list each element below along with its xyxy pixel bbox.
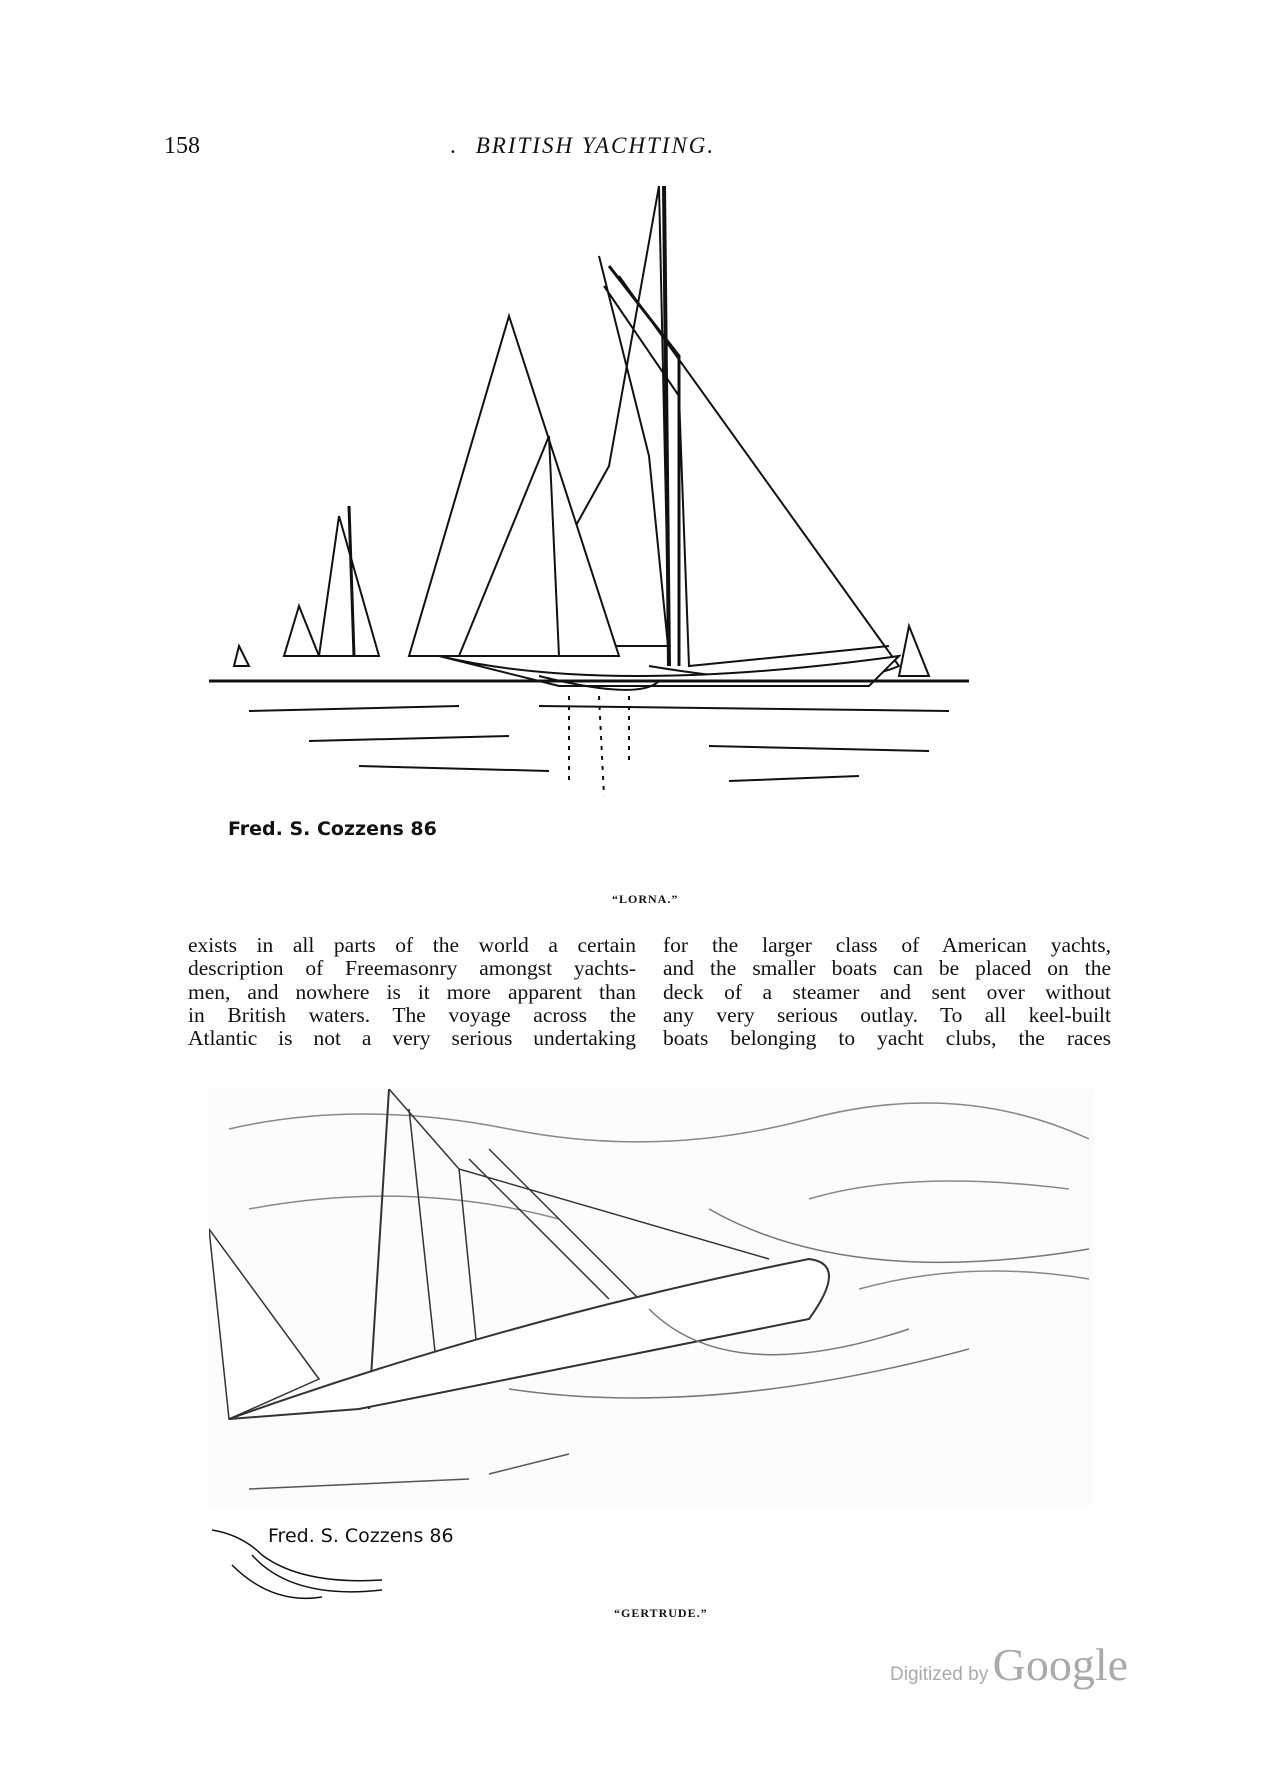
text-column-right [663,934,1111,1050]
text-line: description of Freemasonry amongst yachts- [188,956,636,981]
lorna-signature: Fred. S. Cozzens 86 [228,818,437,840]
gertrude-signature: Fred. S. Cozzens 86 [268,1525,454,1547]
running-title-text: BRITISH YACHTING. [475,133,716,158]
google-watermark [890,1638,1128,1691]
text-line: and the smaller boats can be placed on the [663,956,1111,981]
text-line: boats belonging to yacht clubs, the races [663,1026,1111,1051]
text-line: for the larger class of American yachts, [663,933,1111,957]
text-line: exists in all parts of the world a certain [188,933,636,957]
title-dot: . [450,133,458,158]
text-line: in British waters. The voyage across the [188,1002,636,1027]
watermark-prefix: Digitized by [890,1664,989,1685]
gertrude-illustration [209,1089,1094,1509]
lorna-illustration [209,186,1089,876]
running-title [450,133,715,159]
text-line: deck of a steamer and sent over without [663,979,1111,1004]
lorna-caption: “LORNA.” [612,892,679,906]
text-line: Atlantic is not a very serious undertaking [188,1026,636,1051]
text-column-left [188,934,636,1050]
google-logo: Google [992,1639,1129,1690]
text-line: men, and nowhere is it more apparent than [188,979,636,1004]
text-line: any very serious outlay. To all keel-built [663,1002,1111,1027]
signature-waves [212,1525,442,1605]
gertrude-caption: “GERTRUDE.” [614,1606,708,1620]
page-number: 158 [164,133,200,159]
